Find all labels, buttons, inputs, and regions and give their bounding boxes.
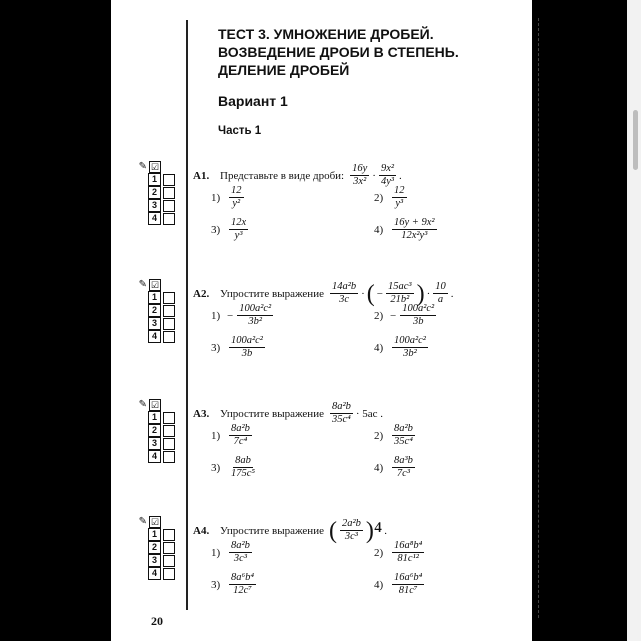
numerator: 100a²c² (231, 335, 263, 346)
check-icon[interactable]: ☑ (150, 516, 160, 527)
variant-heading: Вариант 1 (218, 93, 288, 109)
denominator: 3b (241, 348, 253, 359)
answer-box-header (134, 278, 175, 291)
fraction (229, 540, 252, 565)
choice-number: 3 (148, 437, 161, 450)
option-label: 1) (211, 191, 221, 204)
answer-choice-row (148, 411, 175, 424)
choice-number: 1 (148, 528, 161, 541)
page-title (218, 25, 538, 79)
title-line: ВОЗВЕДЕНИЕ ДРОБИ В СТЕПЕНЬ. (218, 44, 459, 60)
fraction (330, 281, 358, 306)
answer-checkbox[interactable] (163, 305, 175, 317)
fraction (340, 518, 363, 543)
operator: )⁴ (365, 517, 383, 544)
answer-choice-row (148, 567, 175, 580)
option-label: 4) (374, 223, 384, 236)
answer-choice-row (148, 317, 175, 330)
answer-checkbox[interactable] (163, 568, 175, 580)
answer-checkbox[interactable] (163, 412, 175, 424)
option-label: 4) (374, 461, 384, 474)
answer-checkbox[interactable] (163, 438, 175, 450)
denominator: 35c⁴ (394, 436, 413, 447)
choice-number: 4 (148, 330, 161, 343)
numerator: 12x (231, 217, 247, 228)
fraction (229, 185, 244, 210)
operator: · 5ac . (355, 407, 384, 420)
answer-choice-row (148, 554, 175, 567)
check-icon[interactable]: ☑ (150, 399, 160, 410)
question-id: A1. (193, 169, 210, 182)
numerator: 14a²b (331, 281, 357, 292)
operator: . (450, 287, 454, 300)
option-label: 4) (374, 341, 384, 354)
answer-option (211, 455, 259, 480)
answer-choice-row (148, 528, 175, 541)
answer-choice-row (148, 437, 175, 450)
answer-option (374, 303, 438, 328)
answer-choice-row (148, 173, 175, 186)
denominator: y³ (395, 198, 404, 209)
denominator: 81c⁷ (398, 585, 418, 596)
choice-number: 2 (148, 424, 161, 437)
title-line: ДЕЛЕНИЕ ДРОБЕЙ (218, 62, 350, 78)
fraction (400, 303, 436, 328)
operator: . (384, 524, 387, 537)
answer-choice-row (148, 330, 175, 343)
option-label: 1) (211, 309, 221, 322)
denominator: 12x²y³ (401, 230, 428, 241)
fraction (392, 423, 415, 448)
answer-checkbox[interactable] (163, 318, 175, 330)
numerator: 100a²c² (402, 303, 435, 314)
numerator: 10 (435, 281, 446, 292)
numerator: 8a²b (231, 423, 250, 434)
answer-option (374, 572, 426, 597)
numerator: 8a³b (394, 455, 413, 466)
answer-option (211, 217, 250, 242)
choice-number: 2 (148, 186, 161, 199)
operator: · (361, 287, 365, 300)
option-label: 3) (211, 341, 221, 354)
answer-box-header (134, 515, 175, 528)
option-label: 2) (374, 191, 384, 204)
denominator: 4y³ (380, 176, 395, 187)
numerator: 8a⁶b⁴ (231, 572, 255, 583)
document-page (111, 0, 532, 641)
option-label: 3) (211, 461, 221, 474)
option-label: 2) (374, 309, 384, 322)
denominator: 3x² (353, 176, 367, 187)
choice-number: 3 (148, 199, 161, 212)
choice-number: 4 (148, 567, 161, 580)
part-heading: Часть 1 (218, 125, 262, 137)
operator: ( (328, 517, 337, 544)
operator: − (376, 287, 384, 300)
option-label: 3) (211, 223, 221, 236)
option-label: 2) (374, 546, 384, 559)
numerator: 16y + 9x² (394, 217, 435, 228)
answer-choice-row (148, 304, 175, 317)
answer-option (211, 423, 254, 448)
choice-number: 1 (148, 173, 161, 186)
answer-option (374, 455, 417, 480)
answer-choice-row (148, 186, 175, 199)
denominator: 3c (339, 294, 349, 305)
answer-choice-row (148, 291, 175, 304)
fraction (229, 455, 257, 480)
numerator: 8a²b (394, 423, 413, 434)
answer-choice-row (148, 199, 175, 212)
numerator: 100a²c² (394, 335, 426, 346)
option-label: 2) (374, 429, 384, 442)
numerator: 16a⁸b⁴ (394, 540, 423, 551)
question-text: Представьте в виде дроби: (220, 169, 345, 182)
question-id: A3. (193, 407, 210, 420)
operator: ( (366, 280, 375, 307)
answer-checkbox[interactable] (163, 292, 175, 304)
numerator: 15ac³ (388, 281, 412, 292)
denominator: 3c³ (344, 531, 358, 542)
choice-number: 2 (148, 304, 161, 317)
answer-box (138, 278, 175, 343)
answer-checkbox[interactable] (163, 187, 175, 199)
denominator: 175c⁵ (231, 468, 256, 479)
answer-checkbox[interactable] (163, 555, 175, 567)
operator: . (399, 169, 402, 182)
fraction (392, 335, 428, 360)
numerator: 8a²b (331, 401, 351, 412)
fraction (392, 217, 437, 242)
pencil-icon: ✎ (138, 399, 147, 410)
choice-number: 4 (148, 450, 161, 463)
denominator: 12c⁷ (233, 585, 252, 596)
choice-number: 1 (148, 411, 161, 424)
option-label: 4) (374, 578, 384, 591)
check-icon[interactable]: ☑ (150, 279, 160, 290)
fraction (392, 540, 424, 565)
answer-option (374, 423, 417, 448)
answer-checkbox[interactable] (163, 331, 175, 343)
denominator: 3b (412, 316, 424, 327)
answer-option (211, 303, 275, 328)
numerator: 12 (394, 185, 405, 196)
option-label: 1) (211, 429, 221, 442)
choice-number: 4 (148, 212, 161, 225)
fraction (392, 455, 415, 480)
numerator: 16a⁶b⁴ (394, 572, 423, 583)
choice-number: 2 (148, 541, 161, 554)
pencil-icon: ✎ (138, 516, 147, 527)
answer-checkbox[interactable] (163, 529, 175, 541)
fraction (229, 217, 248, 242)
question-id: A4. (193, 524, 210, 537)
answer-choice-row (148, 424, 175, 437)
fraction (392, 572, 424, 597)
choice-number: 1 (148, 291, 161, 304)
fraction (237, 303, 273, 328)
answer-option (374, 540, 426, 565)
answer-checkbox[interactable] (163, 425, 175, 437)
answer-box (138, 398, 175, 463)
page-number: 20 (151, 614, 163, 628)
choice-number: 3 (148, 317, 161, 330)
operator: ) (416, 280, 425, 307)
answer-checkbox[interactable] (163, 174, 175, 186)
check-icon[interactable]: ☑ (150, 161, 160, 172)
denominator: 81c¹² (397, 553, 419, 564)
minus-sign: − (390, 309, 397, 322)
answer-option (374, 217, 439, 242)
scrollbar-thumb[interactable] (633, 110, 638, 170)
denominator: 3b² (248, 316, 263, 327)
scrollbar[interactable] (627, 0, 641, 641)
cut-line (538, 18, 539, 618)
question-text: Упростите выражение (220, 287, 324, 300)
question-text: Упростите выражение (220, 524, 324, 537)
numerator: 9x² (380, 163, 395, 174)
denominator: 35c⁴ (332, 414, 351, 425)
answer-checkbox[interactable] (163, 451, 175, 463)
denominator: a (437, 294, 444, 305)
answer-choice-row (148, 541, 175, 554)
option-label: 1) (211, 546, 221, 559)
answer-choice-row (148, 212, 175, 225)
denominator: 7c⁴ (233, 436, 248, 447)
answer-checkbox[interactable] (163, 542, 175, 554)
answer-option (211, 540, 254, 565)
pencil-icon: ✎ (138, 279, 147, 290)
denominator: 3c³ (233, 553, 247, 564)
numerator: 100a²c² (239, 303, 272, 314)
numerator: 8ab (235, 455, 251, 466)
fraction (229, 335, 265, 360)
answer-box-header (134, 160, 175, 173)
answer-option (374, 335, 430, 360)
fraction (229, 572, 256, 597)
denominator: 3b² (403, 348, 417, 359)
answer-box (138, 160, 175, 225)
denominator: y² (232, 198, 241, 209)
operator: · (372, 169, 376, 182)
answer-option (211, 335, 267, 360)
numerator: 16y (352, 163, 368, 174)
minus-sign: − (227, 309, 234, 322)
margin-line (186, 20, 188, 610)
answer-checkbox[interactable] (163, 213, 175, 225)
question-id: A2. (193, 287, 210, 300)
answer-box (138, 515, 175, 580)
numerator: 2a²b (341, 518, 361, 529)
numerator: 8a²b (231, 540, 250, 551)
denominator: 21b² (390, 294, 410, 305)
numerator: 12 (231, 185, 242, 196)
denominator: y³ (234, 230, 243, 241)
denominator: 7c³ (396, 468, 410, 479)
answer-box-header (134, 398, 175, 411)
option-label: 3) (211, 578, 221, 591)
fraction (392, 185, 407, 210)
choice-number: 3 (148, 554, 161, 567)
title-line: ТЕСТ 3. УМНОЖЕНИЕ ДРОБЕЙ. (218, 26, 434, 42)
fraction (350, 163, 369, 188)
answer-option (374, 185, 409, 210)
answer-option (211, 572, 258, 597)
question-text: Упростите выражение (220, 407, 324, 420)
answer-choice-row (148, 450, 175, 463)
fraction (330, 401, 353, 426)
pencil-icon: ✎ (138, 161, 147, 172)
operator: · (426, 287, 431, 300)
fraction (229, 423, 252, 448)
answer-checkbox[interactable] (163, 200, 175, 212)
answer-option (211, 185, 246, 210)
